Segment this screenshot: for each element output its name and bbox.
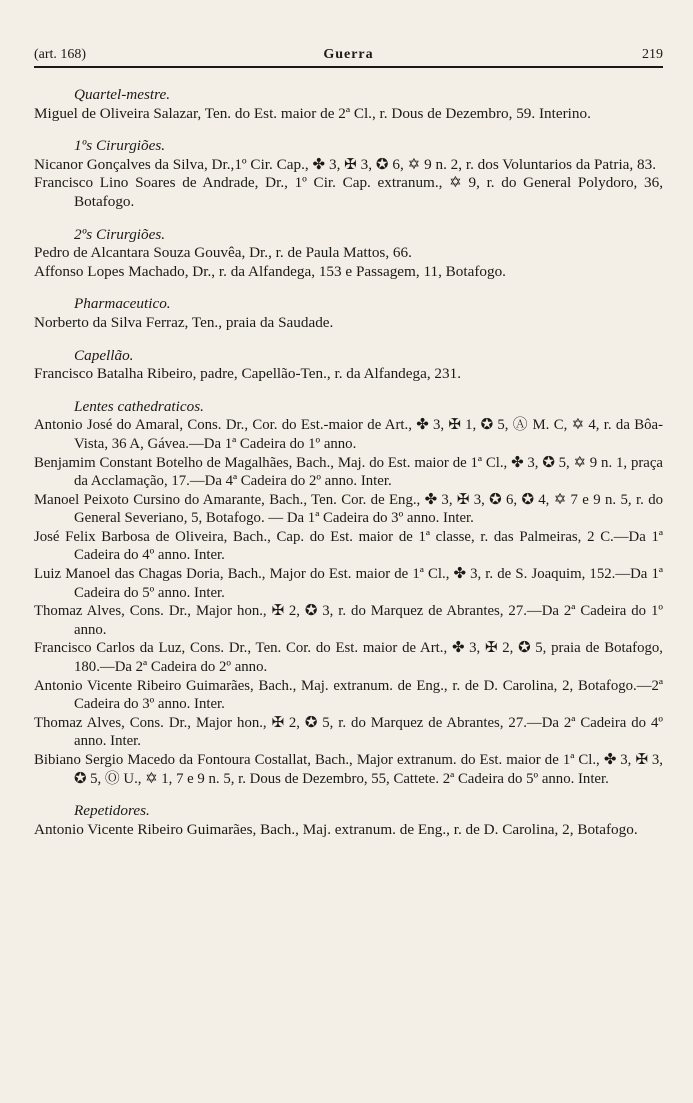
entry: Francisco Lino Soares de Andrade, Dr., 1º Cir. Cap. extranum., ✡ 9, r. do General Polydoro, 36, Botafogo. xyxy=(34,174,663,210)
entry: Benjamim Constant Botelho de Magalhães, Bach., Maj. do Est. maior de 1ª Cl., ✤ 3, ✪ 5, ✡ 9 n. 1, praça da Acclamação, 17.—Da 4ª Cadeira do 2º anno. Inter. xyxy=(34,454,663,490)
entry: Manoel Peixoto Cursino do Amarante, Bach., Ten. Cor. de Eng., ✤ 3, ✠ 3, ✪ 6, ✪ 4, ✡ 7 e 9 n. 5, r. do General Severiano, 5, Botafogo. — Da 1ª Cadeira do 3º anno. Inter. xyxy=(34,491,663,527)
page-content xyxy=(34,86,663,839)
entry: Norberto da Silva Ferraz, Ten., praia da Saudade. xyxy=(34,313,334,331)
page-number: 219 xyxy=(642,47,663,62)
article-reference: (art. 168) xyxy=(34,47,87,62)
entry: Antonio José do Amaral, Cons. Dr., Cor. do Est.-maior de Art., ✤ 3, ✠ 1, ✪ 5, Ⓐ M. C, ✡ 4, r. da Bôa-Vista, 36 A, Gávea.—Da 1ª Cadeira do 1º anno. xyxy=(34,417,663,452)
section-title-primeiros-cirurgioes: 1ºs Cirurgiões. xyxy=(74,137,166,155)
section-title-segundos-cirurgioes: 2ºs Cirurgiões. xyxy=(74,225,166,243)
entry: Thomaz Alves, Cons. Dr., Major hon., ✠ 2, ✪ 3, r. do Marquez de Abrantes, 27.—Da 2ª Cadeira do 1º anno. xyxy=(34,603,663,638)
entry: Thomaz Alves, Cons. Dr., Major hon., ✠ 2, ✪ 5, r. do Marquez de Abrantes, 27.—Da 2ª Cadeira do 4º anno. Inter. xyxy=(34,714,663,750)
entry: Affonso Lopes Machado, Dr., r. da Alfandega, 153 e Passagem, 11, Botafogo. xyxy=(34,262,506,280)
entry: Bibiano Sergio Macedo da Fontoura Costallat, Bach., Major extranum. do Est. maior de 1ª Cl., ✤ 3, ✠ 3, ✪ 5, Ⓞ U., ✡ 1, 7 e 9 n. 5, r. Dous de Dezembro, 55, Cattete. 2ª Cadeira do 5º anno. Inter. xyxy=(34,752,663,787)
entry: Antonio Vicente Ribeiro Guimarães, Bach., Maj. extranum. de Eng., r. de D. Carolina, 2, Botafogo.—2ª Cadeira do 3º anno. Inter. xyxy=(34,677,663,713)
section-title-repetidores: Repetidores. xyxy=(74,802,150,820)
section-title-capellao: Capellão. xyxy=(74,346,134,364)
entry: Francisco Batalha Ribeiro, padre, Capellão-Ten., r. da Alfandega, 231. xyxy=(34,365,461,383)
entry: Pedro de Alcantara Souza Gouvêa, Dr., r. de Paula Mattos, 66. xyxy=(34,244,412,262)
running-title: Guerra xyxy=(323,47,374,62)
section-title-pharmaceutico: Pharmaceutico. xyxy=(74,295,171,313)
entry: Nicanor Gonçalves da Silva, Dr.,1º Cir. Cap., ✤ 3, ✠ 3, ✪ 6, ✡ 9 n. 2, r. dos Voluntarios da Patria, 83. xyxy=(34,155,656,173)
header-rule xyxy=(34,66,663,68)
entry: José Felix Barbosa de Oliveira, Bach., Cap. do Est. maior de 1ª classe, r. das Palmeiras, 2 C.—Da 1ª Cadeira do 4º anno. Inter. xyxy=(34,528,663,564)
section-title-lentes-cathedraticos: Lentes cathedraticos. xyxy=(74,397,204,415)
entry: Francisco Carlos da Luz, Cons. Dr., Ten. Cor. do Est. maior de Art., ✤ 3, ✠ 2, ✪ 5, praia de Botafogo, 180.—Da 2ª Cadeira do 2º anno. xyxy=(34,640,663,676)
entry: Miguel de Oliveira Salazar, Ten. do Est. maior de 2ª Cl., r. Dous de Dezembro, 59. Interino. xyxy=(34,104,591,122)
entry: Luiz Manoel das Chagas Doria, Bach., Major do Est. maior de 1ª Cl., ✤ 3, r. de S. Joaquim, 152.—Da 1ª Cadeira do 5º anno. Inter. xyxy=(34,566,663,601)
entry: Antonio Vicente Ribeiro Guimarães, Bach., Maj. extranum. de Eng., r. de D. Carolina, 2, Botafogo. xyxy=(34,820,638,838)
section-title-quartel-mestre: Quartel-mestre. xyxy=(74,86,171,103)
page-header xyxy=(34,42,663,68)
